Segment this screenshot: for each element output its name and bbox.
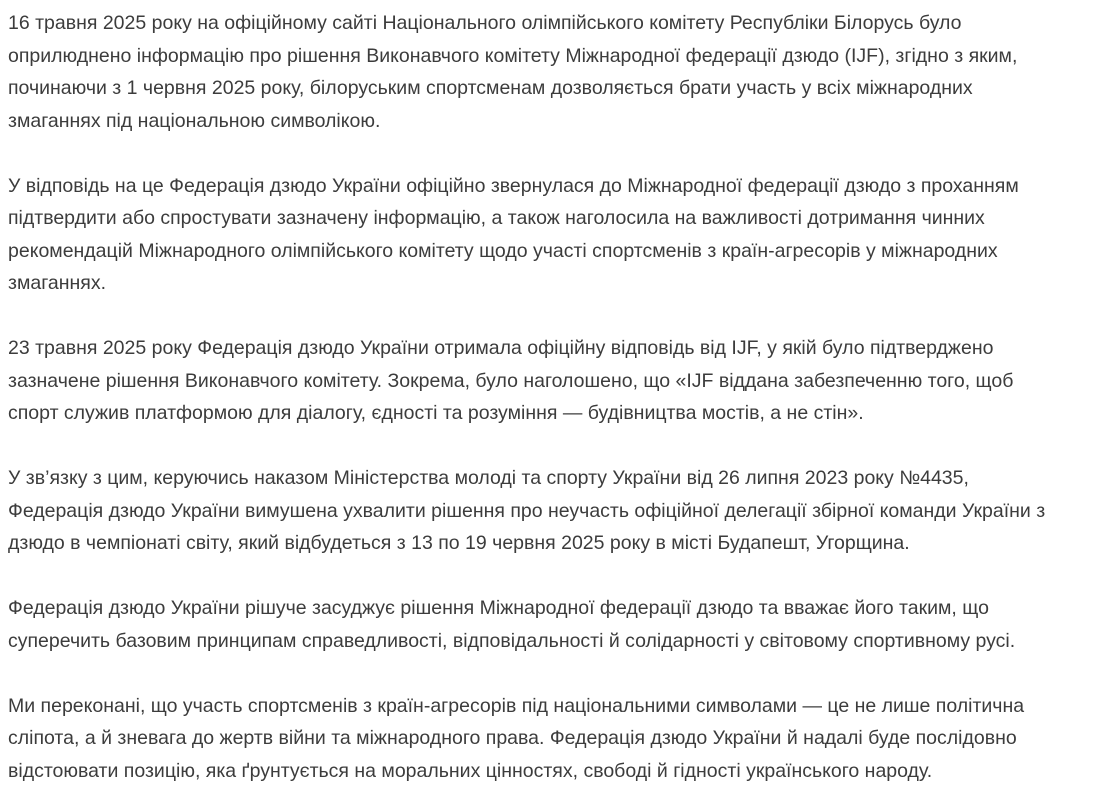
text-line: зазначене рішення Виконавчого комітету. Зокрема, було наголошено, що «IJF віддана забезпеченню того, щоб [8, 369, 1014, 392]
paragraph-non-participation-decision [8, 462, 1087, 560]
text-line: 23 травня 2025 року Федерація дзюдо України отримала офіційну відповідь від IJF, у якій було підтверджено [8, 337, 994, 359]
text-line: оприлюднено інформацію про рішення Виконавчого комітету Міжнародної федерації дзюдо (IJF), згідно з яким, [8, 44, 1018, 67]
text-line: Федерація дзюдо України рішуче засуджує рішення Міжнародної федерації дзюдо та вважає його таким, що [8, 597, 989, 619]
text-line: У відповідь на це Федерація дзюдо України офіційно звернулася до Міжнародної федерації дзюдо з проханням [8, 174, 1019, 197]
paragraph-conviction [8, 690, 1087, 788]
text-line: Федерація дзюдо України вимушена ухвалити рішення про неучасть офіційної делегації збірної команди України з [8, 499, 1046, 522]
text-line: підтвердити або спростувати зазначену інформацію, а також наголосила на важливості дотримання чинних [8, 207, 985, 229]
paragraph-condemnation [8, 592, 1087, 657]
text-line: суперечить базовим принципам справедливості, відповідальності й солідарності у світовому спортивному русі. [8, 629, 1016, 652]
text-line: відстоювати позицію, яка ґрунтується на моральних цінностях, свободі й гідності українського народу. [8, 759, 933, 782]
paragraph-federation-request [8, 170, 1087, 300]
text-line: дзюдо в чемпіонаті світу, який відбудеться з 13 по 19 червня 2025 року в місті Будапешт, Угорщина. [8, 532, 910, 554]
text-line: Ми переконані, що участь спортсменів з країн-агресорів під національними символами — це не лише політична [8, 694, 1025, 717]
paragraph-belarus-announcement [8, 7, 1087, 137]
text-line: починаючи з 1 червня 2025 року, білоруським спортсменам дозволяється брати участь у всіх міжнародних [8, 77, 973, 99]
text-line: сліпота, а й зневага до жертв війни та міжнародного права. Федерація дзюдо України й надалі буде послідовно [8, 727, 1017, 749]
text-line: спорт служив платформою для діалогу, єдності та розуміння — будівництва мостів, а не стін». [8, 402, 864, 424]
paragraph-ijf-response [8, 332, 1087, 430]
text-line: 16 травня 2025 року на офіційному сайті Національного олімпійського комітету Республіки Білорусь було [8, 12, 962, 34]
text-line: рекомендацій Міжнародного олімпійського комітету щодо участі спортсменів з країн-агресорів у міжнародних [8, 239, 998, 262]
text-line: У зв’язку з цим, керуючись наказом Міністерства молоді та спорту України від 26 липня 2023 року №4435, [8, 467, 969, 489]
text-line: змаганнях. [8, 272, 106, 294]
text-line: змаганнях під національною символікою. [8, 109, 381, 132]
